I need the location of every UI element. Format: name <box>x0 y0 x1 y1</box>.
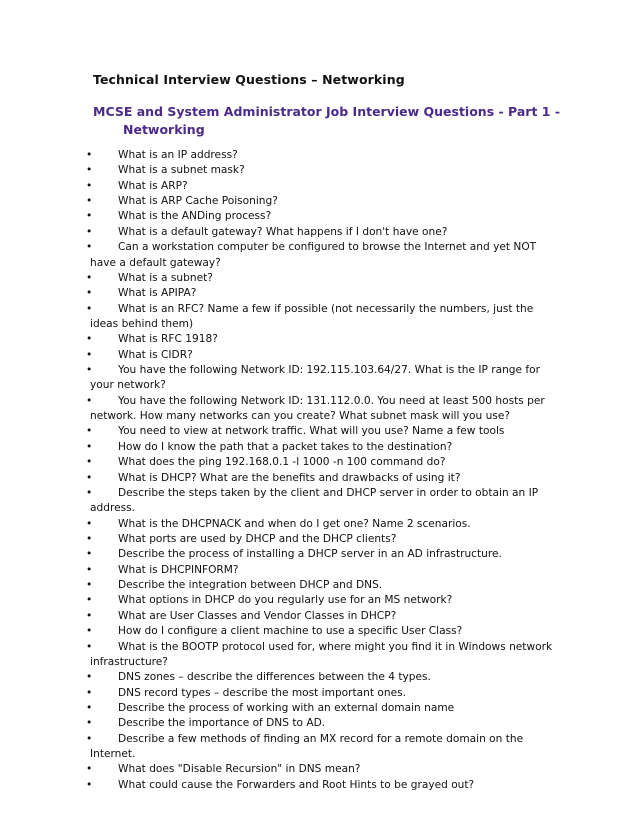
bullet-icon: • <box>86 686 93 699</box>
bullet-icon: • <box>86 563 93 576</box>
question-text: Describe the process of installing a DHCP server in an AD infrastructure. <box>118 548 502 561</box>
question-text: Can a workstation computer be configured to browse the Internet and yet NOT have a default gateway? <box>90 241 537 269</box>
list-item <box>84 240 554 271</box>
list-item <box>84 732 554 763</box>
bullet-icon: • <box>86 241 93 254</box>
question-text: What does "Disable Recursion" in DNS mean? <box>118 763 361 776</box>
bullet-icon: • <box>86 763 93 776</box>
list-item <box>84 209 554 224</box>
bullet-icon: • <box>86 579 93 592</box>
list-item <box>84 194 554 209</box>
bullet-icon: • <box>86 440 93 453</box>
bullet-icon: • <box>86 164 93 177</box>
question-text: What is RFC 1918? <box>118 333 218 346</box>
list-item <box>84 455 554 470</box>
question-text: What is the DHCPNACK and when do I get one? Name 2 scenarios. <box>118 517 471 530</box>
bullet-icon: • <box>86 625 93 638</box>
list-item <box>84 148 554 163</box>
list-item <box>84 762 554 777</box>
list-item <box>84 609 554 624</box>
question-text: What could cause the Forwarders and Root Hints to be grayed out? <box>118 778 475 791</box>
question-text: What is the ANDing process? <box>118 210 272 223</box>
list-item <box>84 225 554 240</box>
list-item <box>84 424 554 439</box>
question-text: What is ARP? <box>118 179 188 192</box>
bullet-icon: • <box>86 364 93 377</box>
question-text: What is CIDR? <box>118 348 193 361</box>
question-text: DNS record types – describe the most important ones. <box>118 686 406 699</box>
list-item <box>84 348 554 363</box>
bullet-icon: • <box>86 732 93 745</box>
list-item <box>84 624 554 639</box>
list-item <box>84 532 554 547</box>
bullet-icon: • <box>86 486 93 499</box>
question-text: What is a subnet mask? <box>118 164 245 177</box>
question-text: What does the ping 192.168.0.1 -l 1000 -n 100 command do? <box>118 456 446 469</box>
section-heading-line1: MCSE and System Administrator Job Interview Questions - Part 1 - <box>93 104 561 119</box>
question-text: You have the following Network ID: 192.115.103.64/27. What is the IP range for your network? <box>90 364 540 392</box>
bullet-icon: • <box>86 609 93 622</box>
question-text: You need to view at network traffic. What will you use? Name a few tools <box>118 425 505 438</box>
list-item <box>84 440 554 455</box>
question-text: What options in DHCP do you regularly use for an MS network? <box>118 594 453 607</box>
list-item <box>84 778 554 793</box>
list-item <box>84 563 554 578</box>
list-item <box>84 271 554 286</box>
bullet-icon: • <box>86 149 93 161</box>
list-item <box>84 179 554 194</box>
question-text: Describe the steps taken by the client and DHCP server in order to obtain an IP address. <box>90 486 539 515</box>
list-item <box>84 302 554 333</box>
bullet-icon: • <box>86 333 93 346</box>
list-item <box>84 517 554 532</box>
list-item <box>84 716 554 731</box>
bullet-icon: • <box>86 287 93 300</box>
bullet-icon: • <box>86 517 93 530</box>
question-text: What is DHCP? What are the benefits and drawbacks of using it? <box>118 471 461 484</box>
bullet-icon: • <box>86 394 93 407</box>
question-text: What is an IP address? <box>118 149 238 161</box>
question-text: What is the BOOTP protocol used for, where might you find it in Windows network infrastructure? <box>90 640 553 668</box>
section-heading <box>93 103 561 139</box>
bullet-icon: • <box>86 717 93 730</box>
question-text: You have the following Network ID: 131.112.0.0. You need at least 500 hosts per network. How many networks can you create? What subnet mask will you use? <box>90 394 545 423</box>
question-text: What is a subnet? <box>118 271 213 284</box>
bullet-icon: • <box>86 456 93 469</box>
bullet-icon: • <box>86 425 93 438</box>
question-text: Describe the process of working with an external domain name <box>118 701 455 714</box>
list-item <box>84 701 554 716</box>
list-item <box>84 578 554 593</box>
list-item <box>84 394 554 425</box>
question-text: What is an RFC? Name a few if possible (not necessarily the numbers, just the ideas behind them) <box>90 302 534 330</box>
question-text: DNS zones – describe the differences between the 4 types. <box>118 671 431 684</box>
question-text: What is DHCPINFORM? <box>118 563 239 576</box>
bullet-icon: • <box>86 225 93 238</box>
list-item <box>84 332 554 347</box>
list-item <box>84 471 554 486</box>
list-item <box>84 686 554 701</box>
bullet-icon: • <box>86 671 93 684</box>
section-heading-line2: Networking <box>123 122 205 137</box>
bullet-icon: • <box>86 778 93 791</box>
bullet-icon: • <box>86 594 93 607</box>
list-item <box>84 640 554 671</box>
question-text: Describe a few methods of finding an MX record for a remote domain on the Internet. <box>90 732 524 761</box>
list-item <box>84 547 554 562</box>
question-text: What is APIPA? <box>118 287 197 300</box>
list-item <box>84 363 554 394</box>
question-list <box>84 148 554 793</box>
bullet-icon: • <box>86 210 93 223</box>
bullet-icon: • <box>86 640 93 653</box>
question-text: Describe the importance of DNS to AD. <box>118 717 326 730</box>
list-item <box>84 593 554 608</box>
document-title: Technical Interview Questions – Networking <box>93 72 405 87</box>
list-item <box>84 670 554 685</box>
bullet-icon: • <box>86 195 93 208</box>
question-text: What is ARP Cache Poisoning? <box>118 195 278 208</box>
list-item <box>84 286 554 301</box>
question-text: What are User Classes and Vendor Classes in DHCP? <box>118 609 397 622</box>
question-text: How do I configure a client machine to use a specific User Class? <box>118 625 463 638</box>
bullet-icon: • <box>86 271 93 284</box>
bullet-icon: • <box>86 179 93 192</box>
question-text: How do I know the path that a packet takes to the destination? <box>118 440 453 453</box>
bullet-icon: • <box>86 701 93 714</box>
bullet-icon: • <box>86 302 93 315</box>
list-item <box>84 163 554 178</box>
list-item <box>84 486 554 517</box>
question-text: What is a default gateway? What happens if I don't have one? <box>118 225 448 238</box>
bullet-icon: • <box>86 471 93 484</box>
question-text: Describe the integration between DHCP and DNS. <box>118 579 383 592</box>
bullet-icon: • <box>86 548 93 561</box>
bullet-icon: • <box>86 532 93 545</box>
bullet-icon: • <box>86 348 93 361</box>
question-text: What ports are used by DHCP and the DHCP clients? <box>118 532 397 545</box>
